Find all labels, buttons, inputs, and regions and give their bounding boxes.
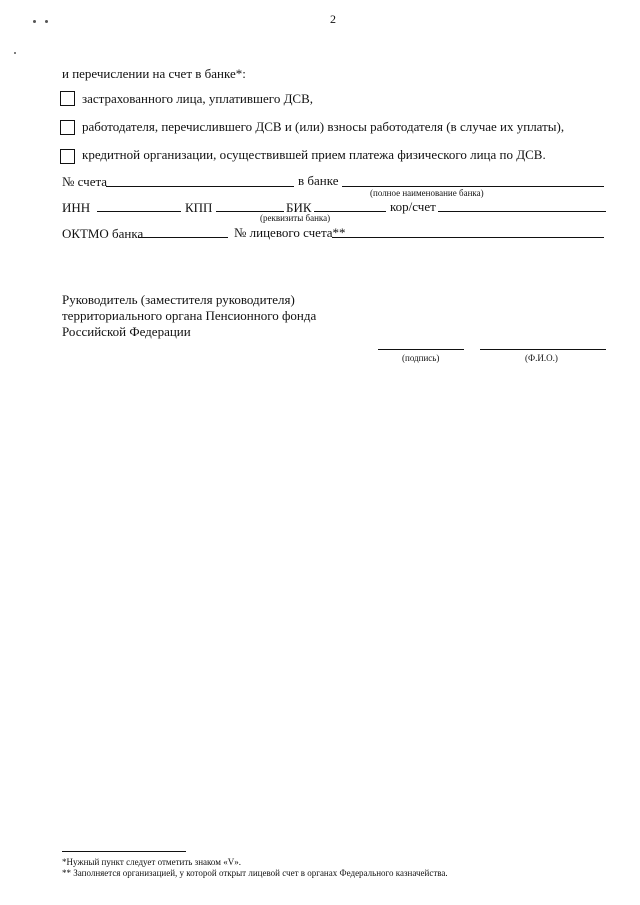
full-name-field[interactable] <box>480 349 606 350</box>
scan-speck <box>45 20 48 23</box>
intro-text: и перечислении на счет в банке*: <box>62 66 246 81</box>
signatory-line-2: территориального органа Пенсионного фонда <box>62 308 317 323</box>
option-label-employer: работодателя, перечислившего ДСВ и (или) взносы работодателя (в случае их уплаты), <box>82 119 565 134</box>
option-label-credit-org: кредитной организации, осуществившей прием платежа физического лица по ДСВ. <box>82 147 546 162</box>
footnote-1: *Нужный пункт следует отметить знаком «V». <box>62 857 241 867</box>
bank-requisites-hint: (реквизиты банка) <box>260 213 331 223</box>
option-checkbox-employer[interactable] <box>60 120 75 135</box>
bik-label: БИК <box>286 200 312 215</box>
bank-label: в банке <box>298 173 339 188</box>
full-name-hint: (Ф.И.О.) <box>525 353 558 363</box>
personal-account-field[interactable] <box>332 237 604 238</box>
option-checkbox-insured-person[interactable] <box>60 91 75 106</box>
inn-field[interactable] <box>97 211 181 212</box>
bank-name-field[interactable] <box>342 186 604 187</box>
option-checkbox-credit-org[interactable] <box>60 149 75 164</box>
kpp-field[interactable] <box>216 211 284 212</box>
footnote-separator <box>62 851 186 852</box>
footnote-2: ** Заполняется организацией, у которой открыт лицевой счет в органах Федерального казначейства. <box>62 868 448 878</box>
signature-field[interactable] <box>378 349 464 350</box>
option-label-insured-person: застрахованного лица, уплатившего ДСВ, <box>82 91 314 106</box>
signatory-line-3: Российской Федерации <box>62 324 191 339</box>
scan-speck <box>14 52 16 54</box>
signature-hint: (подпись) <box>402 353 440 363</box>
page-number: 2 <box>330 12 336 26</box>
kor-account-field[interactable] <box>438 211 606 212</box>
personal-account-label: № лицевого счета** <box>234 225 346 240</box>
oktmo-label: ОКТМО банка <box>62 226 144 241</box>
bik-field[interactable] <box>314 211 386 212</box>
bank-name-hint: (полное наименование банка) <box>370 188 484 198</box>
account-number-field[interactable] <box>106 186 294 187</box>
inn-label: ИНН <box>62 200 91 215</box>
account-label: № счета <box>62 174 108 189</box>
scan-speck <box>33 20 36 23</box>
signatory-line-1: Руководитель (заместителя руководителя) <box>62 292 295 307</box>
kor-account-label: кор/счет <box>390 199 436 214</box>
oktmo-field[interactable] <box>138 237 228 238</box>
kpp-label: КПП <box>185 200 213 215</box>
